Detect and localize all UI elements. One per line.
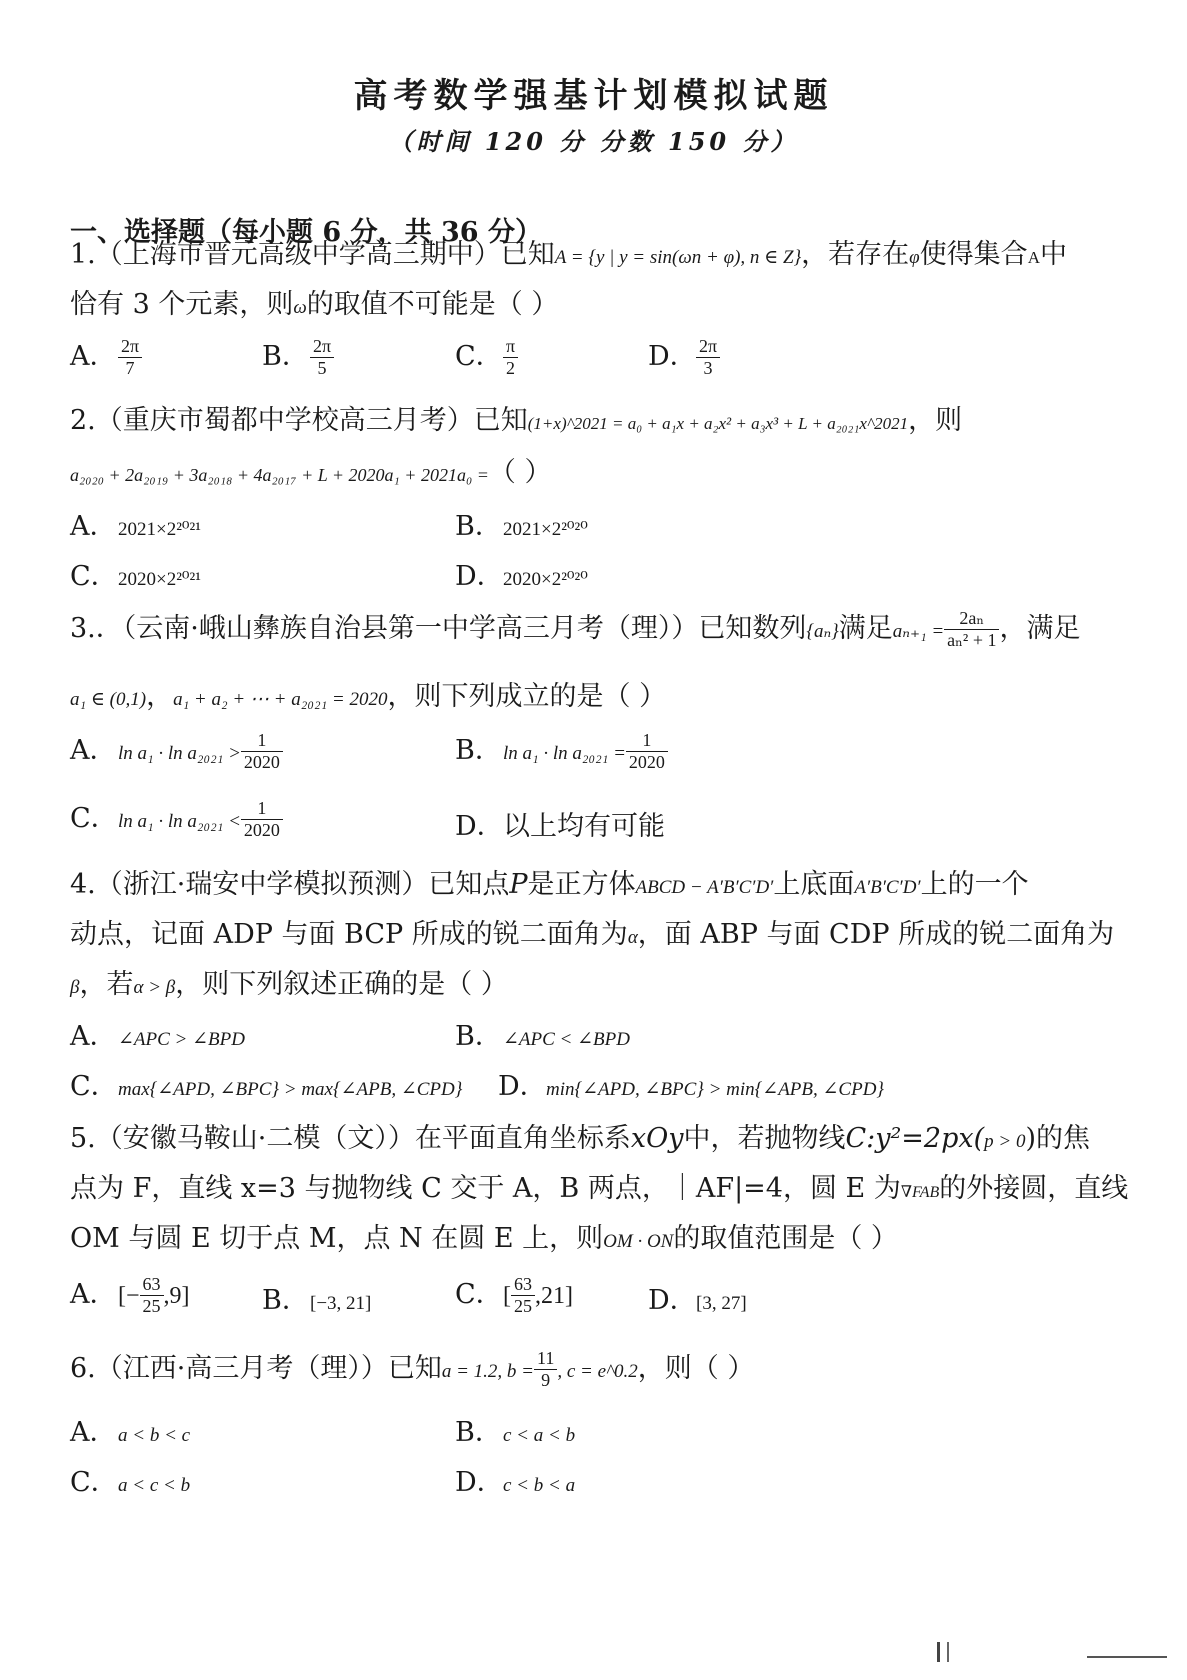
q4-line3: β，若α > β，则下列叙述正确的是（ ） [70,969,508,1000]
q2-line2: a₂₀₂₀ + 2a₂₀₁₉ + 3a₂₀₁₈ + 4a₂₀₁₇ + L + 2020a₁ + 2021a₀ =（ ） [70,457,552,488]
section-heading: 一、选择题（每小题 6 分，共 36 分） [70,217,542,248]
q2-option-a[interactable]: A．2021×2²⁰²¹ [70,511,201,542]
q3-option-b[interactable]: B．ln a₁ · ln a₂₀₂₁ = $\frac{1}{2020}$ [455,728,668,773]
q2-option-b[interactable]: B．2021×2²⁰²⁰ [455,511,588,542]
q4-option-a[interactable]: A．∠APC > ∠BPD [70,1021,245,1052]
q6-line1: 6.（江西·高三月考（理））已知a = 1.2, b = $\frac{11}{9}$ , c = e^0.2，则（ ） [70,1348,755,1390]
q1-option-d[interactable]: D． $\frac{2\pi}{3}$ [648,334,720,379]
q4-option-c[interactable]: C．max{∠APD, ∠BPC} > max{∠APB, ∠CPD} [70,1071,463,1102]
q1-line2: 恰有 3 个元素，则ω的取值不可能是（ ） [70,289,559,320]
q4-option-b[interactable]: B．∠APC < ∠BPD [455,1021,630,1052]
q5-line3: OM 与圆 E 切于点 M，点 N 在圆 E 上，则OM · ON的取值范围是（ ） [70,1223,898,1254]
q1-option-b[interactable]: B． $\frac{2\pi}{5}$ [262,334,334,379]
q5-line2: 点为 F，直线 x=3 与抛物线 C 交于 A，B 两点，｜AF|=4，圆 E 为∇FAB的外接圆，直线 [70,1173,1129,1204]
q3-option-c[interactable]: C．ln a₁ · ln a₂₀₂₁ < $\frac{1}{2020}$ [70,796,283,841]
q6-option-b[interactable]: B．c < a < b [455,1417,576,1448]
exam-subtitle: （时间 120 分 分数 150 分） [388,127,799,156]
q2-option-c[interactable]: C．2020×2²⁰²¹ [70,561,201,592]
exam-title: 高考数学强基计划模拟试题 [353,76,834,116]
q5-option-d[interactable]: D．[3, 27] [648,1285,747,1316]
q3-option-d[interactable]: D．以上均有可能 [455,811,665,842]
q6-option-c[interactable]: C．a < c < b [70,1467,191,1498]
q5-option-c[interactable]: C．[ $\frac{63}{25}$ ,21] [455,1274,573,1316]
q3-line1: 3.．（云南·峨山彝族自治县第一中学高三月考（理））已知数列{aₙ}满足aₙ₊₁ = $\frac{\text{2aₙ}}{\text{aₙ² + 1}}$ ，满足 [70,608,1081,650]
q2-line1: 2.（重庆市蜀都中学校高三月考）已知(1+x)^2021 = a₀ + a₁x + a₂x² + a₃x³ + L + a₂₀₂₁x^2021，则 [70,405,963,436]
q3-option-a[interactable]: A．ln a₁ · ln a₂₀₂₁ > $\frac{1}{2020}$ [70,728,283,773]
q1-option-a[interactable]: A． $\frac{2\pi}{7}$ [70,334,142,379]
q4-option-d[interactable]: D．min{∠APD, ∠BPC} > min{∠APB, ∠CPD} [498,1071,885,1102]
q6-option-a[interactable]: A．a < b < c [70,1417,191,1448]
q3-line2: a₁ ∈ (0,1)，a₁ + a₂ + ⋯ + a₂₀₂₁ = 2020，则下列成立的是（ ） [70,681,667,712]
q5-line1: 5.（安徽马鞍山·二模（文））在平面直角坐标系xOy中，若抛物线C:y²=2px(p > 0)的焦 [70,1123,1091,1154]
q2-option-d[interactable]: D．2020×2²⁰²⁰ [455,561,588,592]
q6-option-d[interactable]: D．c < b < a [455,1467,576,1498]
q5-option-a[interactable]: A．[− $\frac{63}{25}$ ,9] [70,1274,190,1316]
q1-line1: 1.（上海市晋元高级中学高三期中）已知A = {y | y = sin(ωn + φ), n ∈ Z}，若存在φ使得集合A中 [70,239,1067,270]
q4-line2: 动点，记面 ADP 与面 BCP 所成的锐二面角为α，面 ABP 与面 CDP 所成的锐二面角为 [70,919,1115,950]
q1-option-c[interactable]: C． $\frac{\pi}{2}$ [455,334,518,379]
page-scroll-indicator-icon [937,1640,1167,1662]
q4-line1: 4.（浙江·瑞安中学模拟预测）已知点P是正方体ABCD − A′B′C′D′上底面A′B′C′D′上的一个 [70,869,1029,900]
q5-option-b[interactable]: B．[−3, 21] [262,1285,372,1316]
